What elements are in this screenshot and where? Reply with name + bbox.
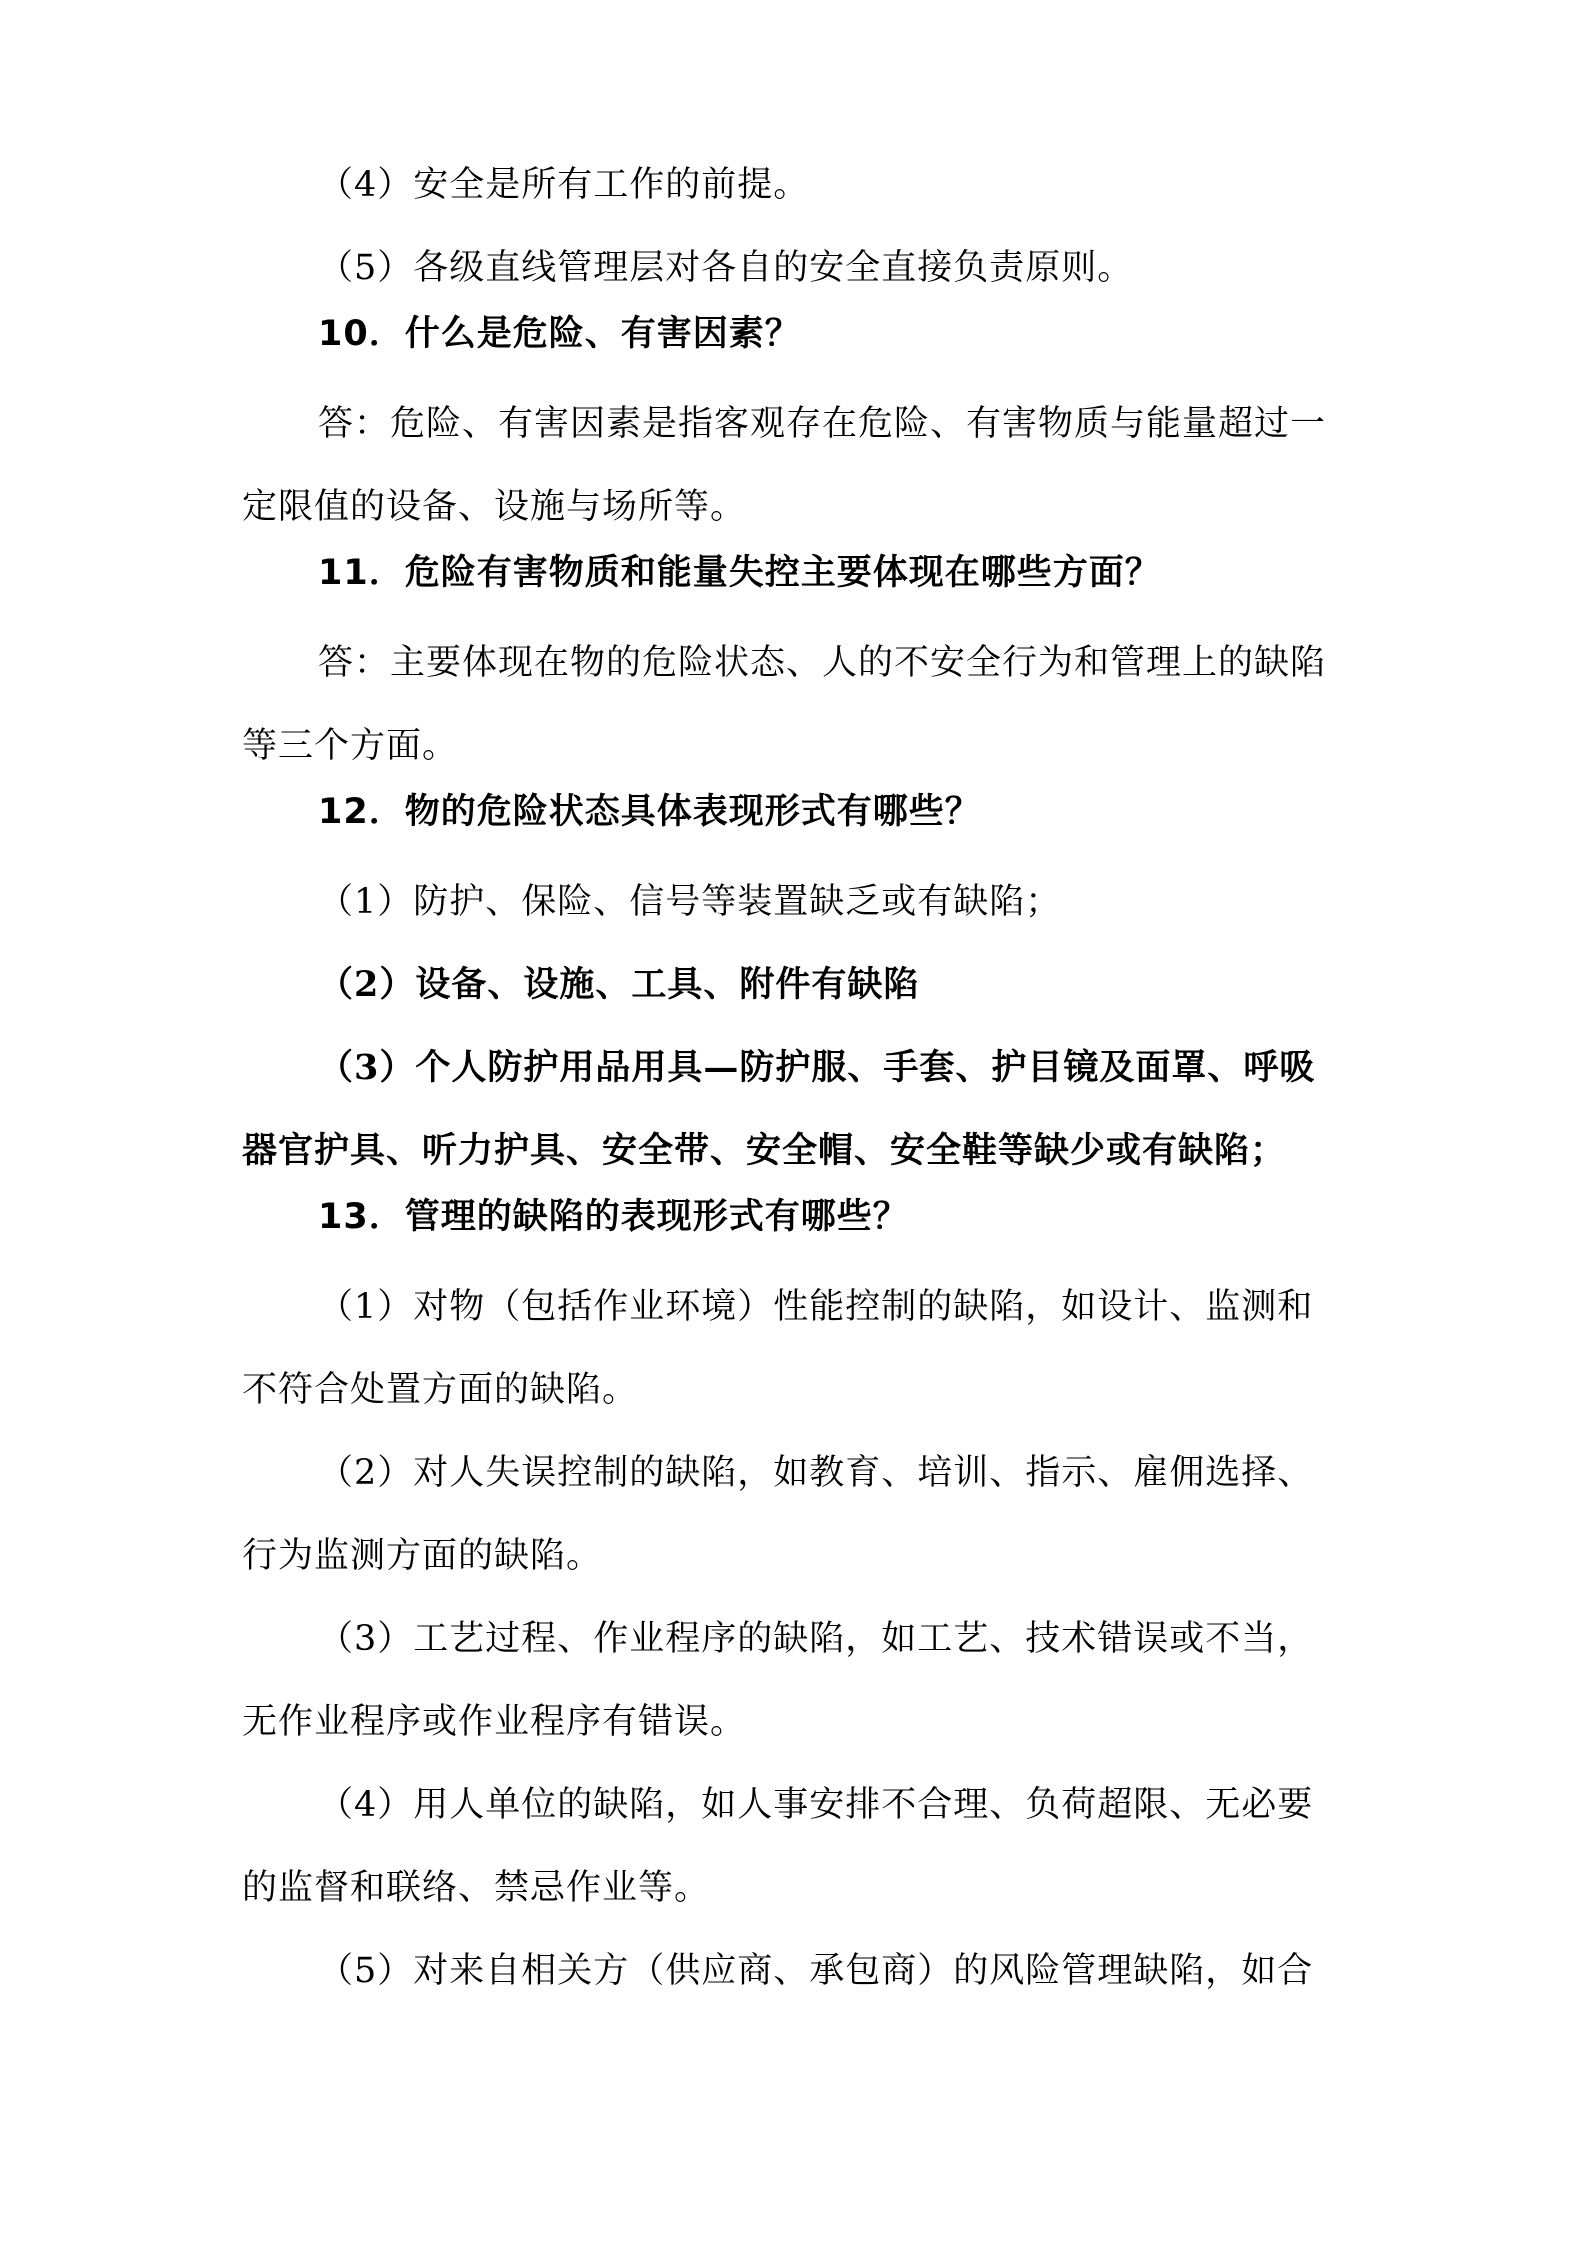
q12-item-3-line-2: 器官护具、听力护具、安全带、安全帽、安全鞋等缺少或有缺陷； xyxy=(242,1130,1287,1171)
q13-item-3-line-2: 无作业程序或作业程序有错误。 xyxy=(242,1702,747,1742)
q12-item-2: （2）设备、设施、工具、附件有缺陷 xyxy=(318,964,920,1005)
q13-item-5-line-1: （5）对来自相关方（供应商、承包商）的风险管理缺陷，如合 xyxy=(318,1951,1314,1991)
q13-item-2-line-1: （2）对人失误控制的缺陷，如教育、培训、指示、雇佣选择、 xyxy=(318,1453,1314,1493)
q12-item-3-line-1: （3）个人防护用品用具—防护服、手套、护目镜及面罩、呼吸 xyxy=(318,1047,1316,1088)
answer-10-line-1: 答：危险、有害因素是指客观存在危险、有害物质与能量超过一 xyxy=(318,404,1327,444)
q13-item-4-line-1: （4）用人单位的缺陷，如人事安排不合理、负荷超限、无必要 xyxy=(318,1785,1314,1825)
q13-item-4-line-2: 的监督和联络、禁忌作业等。 xyxy=(242,1868,711,1908)
item-5-line-management: （5）各级直线管理层对各自的安全直接负责原则。 xyxy=(318,248,1134,288)
answer-11-line-2: 等三个方面。 xyxy=(242,726,459,766)
q13-item-2-line-2: 行为监测方面的缺陷。 xyxy=(242,1536,603,1576)
answer-10-line-2: 定限值的设备、设施与场所等。 xyxy=(242,487,747,527)
answer-11-line-1: 答：主要体现在物的危险状态、人的不安全行为和管理上的缺陷 xyxy=(318,643,1327,683)
question-10-heading: 10．什么是危险、有害因素？ xyxy=(318,314,801,354)
q13-item-1-line-2: 不符合处置方面的缺陷。 xyxy=(242,1370,639,1410)
item-4-safety-premise: （4）安全是所有工作的前提。 xyxy=(318,165,810,205)
q13-item-3-line-1: （3）工艺过程、作业程序的缺陷，如工艺、技术错误或不当， xyxy=(318,1619,1314,1659)
question-13-heading: 13．管理的缺陷的表现形式有哪些？ xyxy=(318,1197,909,1237)
question-12-heading: 12．物的危险状态具体表现形式有哪些？ xyxy=(318,792,981,832)
question-11-heading: 11．危险有害物质和能量失控主要体现在哪些方面？ xyxy=(318,553,1161,593)
q13-item-1-line-1: （1）对物（包括作业环境）性能控制的缺陷，如设计、监测和 xyxy=(318,1287,1314,1327)
q12-item-1: （1）防护、保险、信号等装置缺乏或有缺陷； xyxy=(318,882,1062,922)
